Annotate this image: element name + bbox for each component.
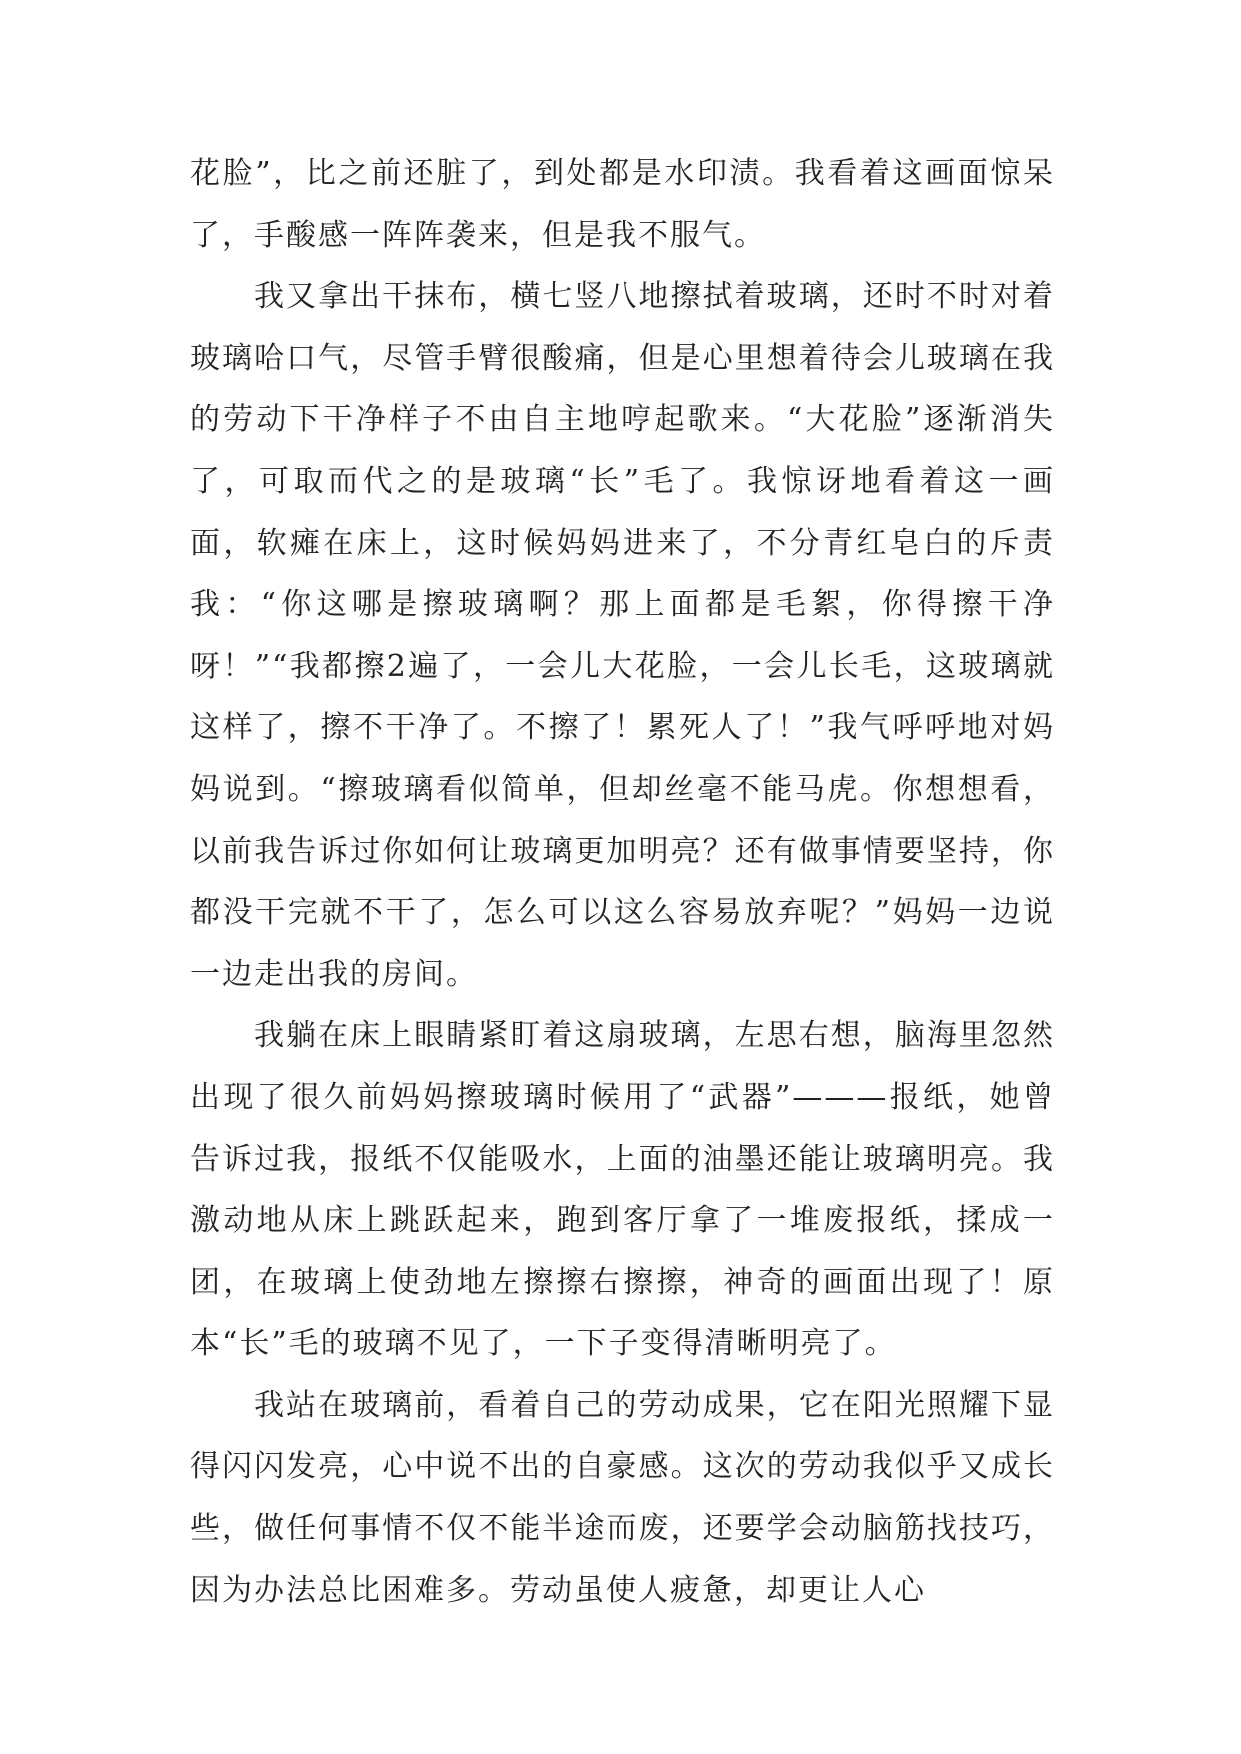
body-text xyxy=(190,143,1055,1621)
paragraph-4: 我站在玻璃前，看着自己的劳动成果，它在阳光照耀下显得闪闪发亮，心中说不出的自豪感。这次的劳动我似乎又成长些，做任何事情不仅不能半途而废，还要学会动脑筋找技巧，因为办法总比困难多。劳动虽使人疲惫，却更让人心 xyxy=(190,1387,1055,1608)
paragraph-2: 我又拿出干抹布，横七竖八地擦拭着玻璃，还时不时对着玻璃哈口气，尽管手臂很酸痛，但是心里想着待会儿玻璃在我的劳动下干净样子不由自主地哼起歌来。“大花脸”逐渐消失了，可取而代之的是玻璃“长”毛了。我惊讶地看着这一画面，软瘫在床上，这时候妈妈进来了，不分青红皂白的斥责我：“你这哪是擦玻璃啊？那上面都是毛絮，你得擦干净呀！”“我都擦2遍了，一会儿大花脸，一会儿长毛，这玻璃就这样了，擦不干净了。不擦了！累死人了！”我气呼呼地对妈妈说到。“擦玻璃看似简单，但却丝毫不能马虎。你想想看，以前我告诉过你如何让玻璃更加明亮？还有做事情要坚持，你都没干完就不干了，怎么可以这么容易放弃呢？”妈妈一边说一边走出我的房间。 xyxy=(190,279,1055,992)
paragraph-1: 花脸”，比之前还脏了，到处都是水印渍。我看着这画面惊呆了，手酸感一阵阵袭来，但是我不服气。 xyxy=(190,156,1055,253)
paragraph-3: 我躺在床上眼睛紧盯着这扇玻璃，左思右想，脑海里忽然出现了很久前妈妈擦玻璃时候用了“武器”———报纸，她曾告诉过我，报纸不仅能吸水，上面的油墨还能让玻璃明亮。我激动地从床上跳跃起来，跑到客厅拿了一堆废报纸，揉成一团，在玻璃上使劲地左擦擦右擦擦，神奇的画面出现了！原本“长”毛的玻璃不见了，一下子变得清晰明亮了。 xyxy=(190,1018,1055,1362)
